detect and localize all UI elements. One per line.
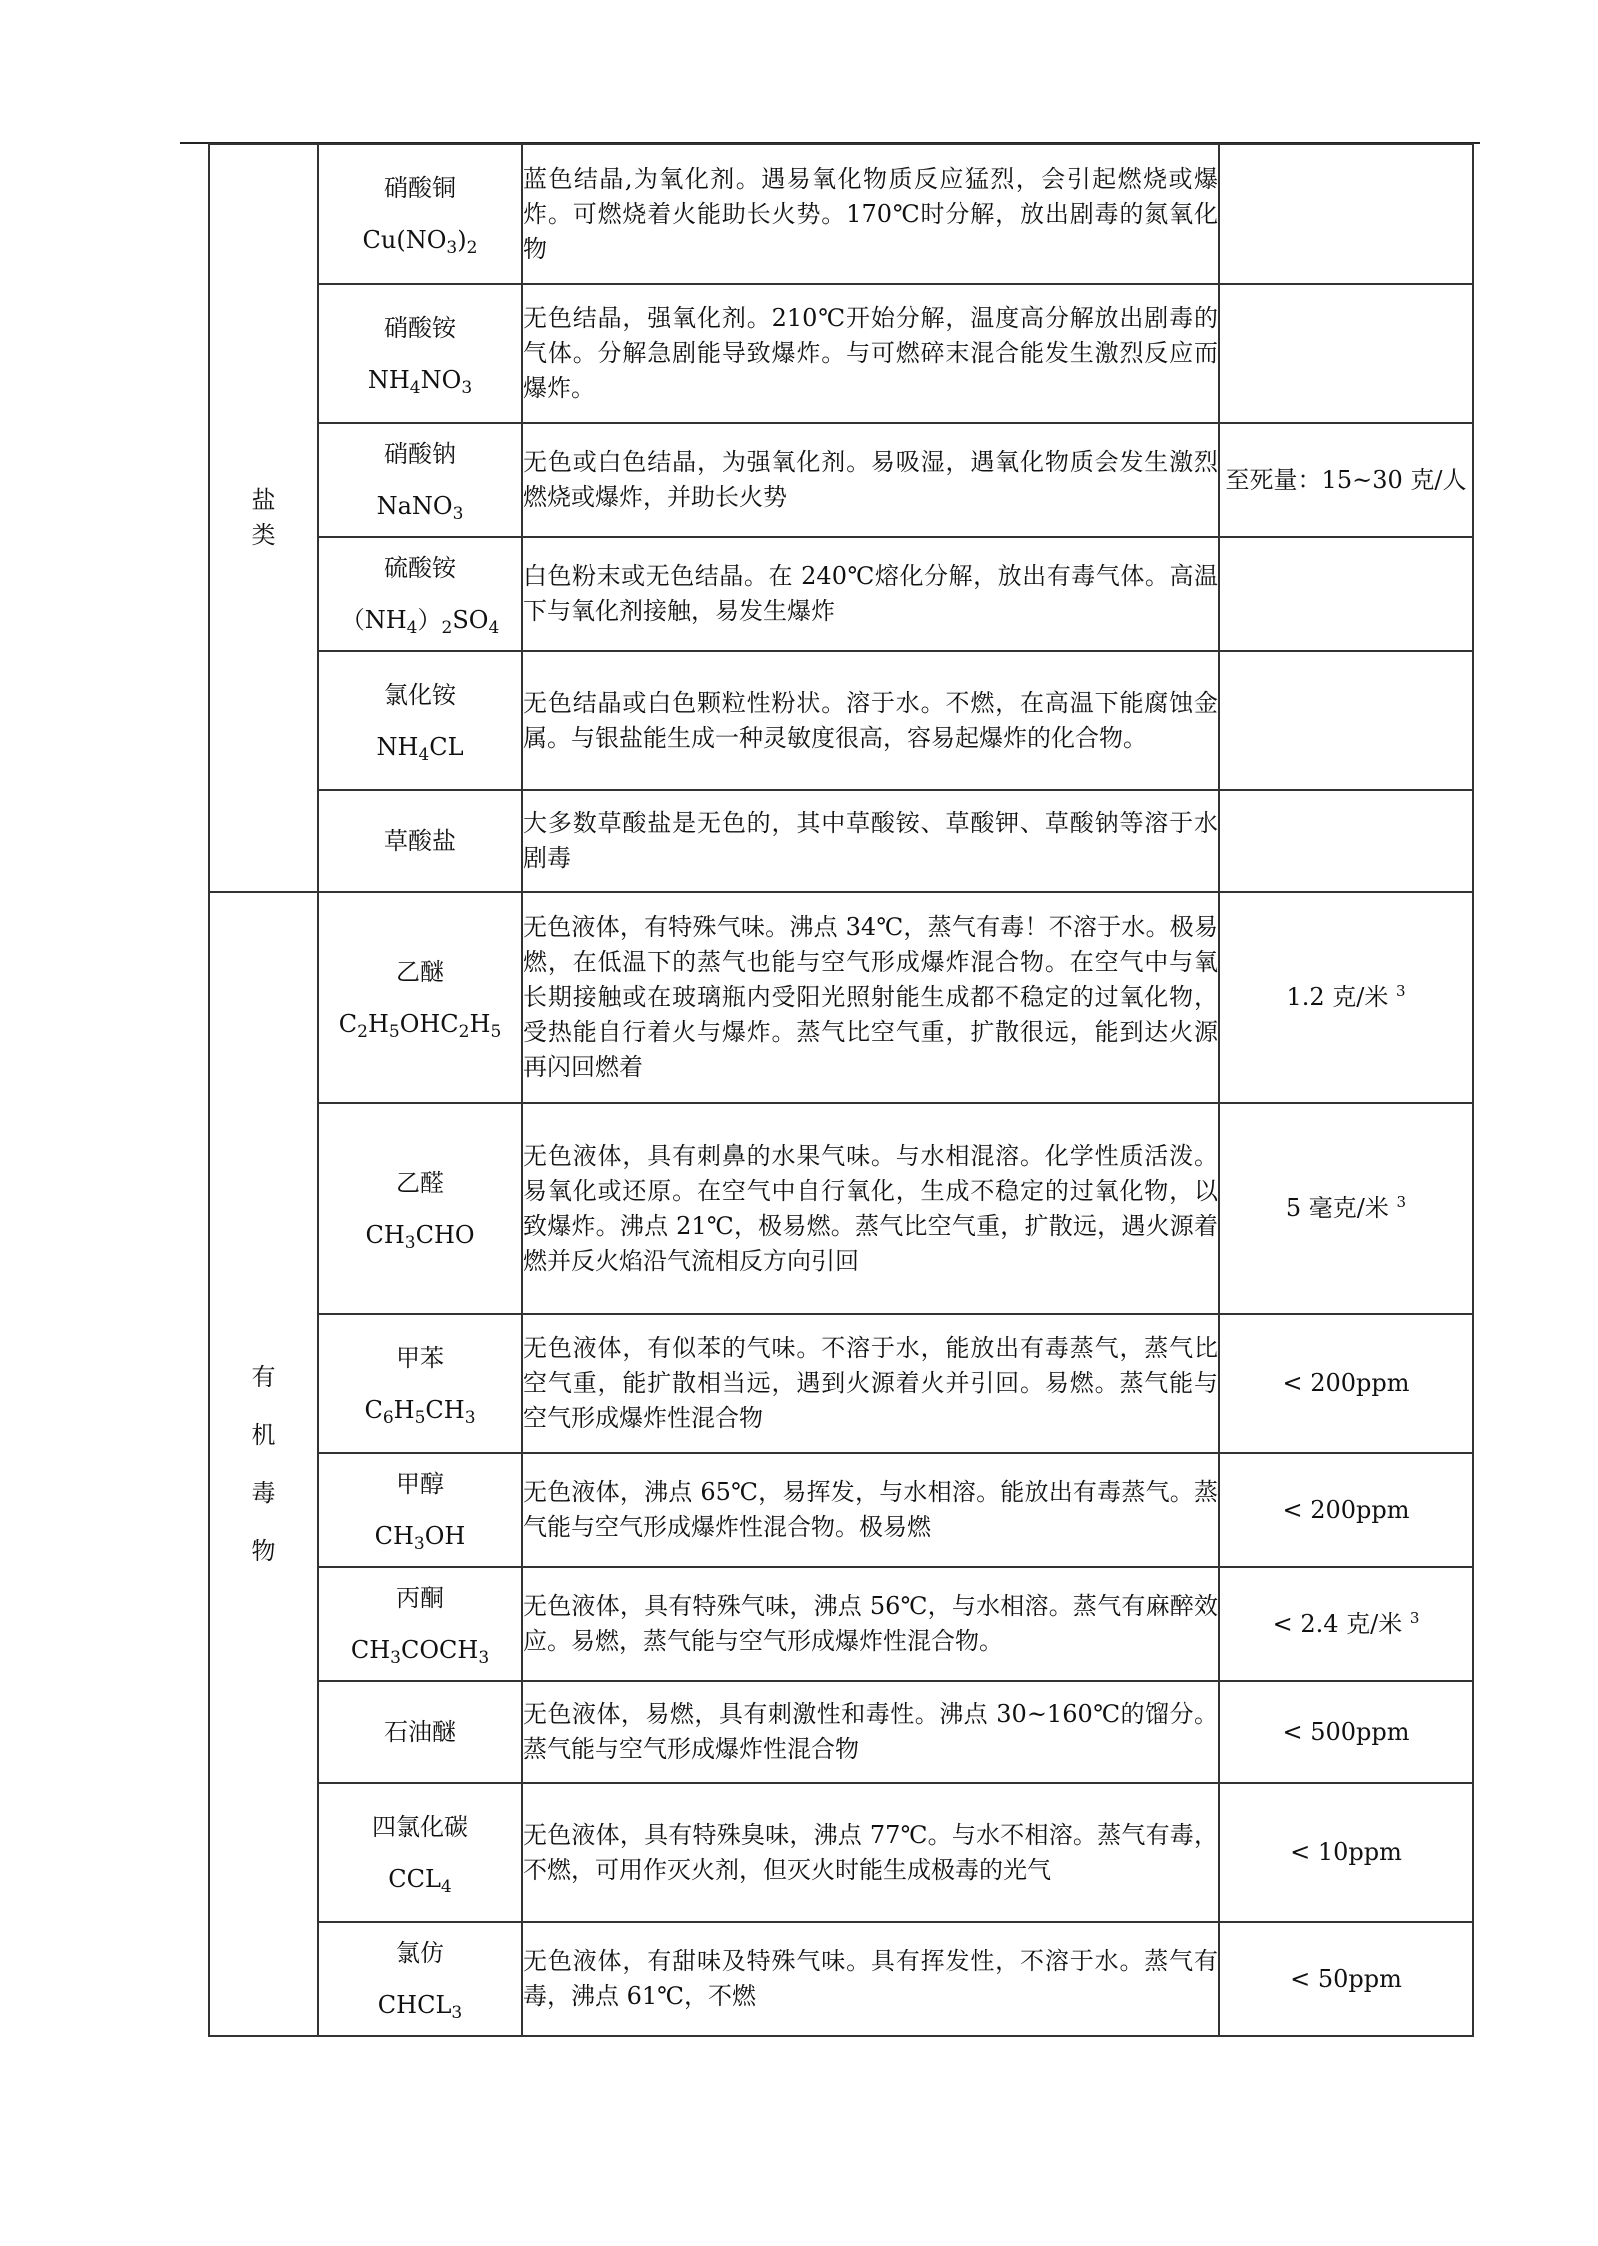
chemical-name-cell bbox=[318, 284, 522, 423]
toxicity-limit bbox=[1219, 1103, 1473, 1314]
chemical-formula bbox=[319, 480, 521, 532]
toxicity-limit: < 200ppm bbox=[1219, 1314, 1473, 1453]
chemical-formula bbox=[319, 1853, 521, 1905]
toxicity-limit: < 200ppm bbox=[1219, 1453, 1473, 1567]
subscript: 5 bbox=[414, 1407, 426, 1428]
text-run: 1.2 克/米 bbox=[1286, 983, 1396, 1011]
table-row bbox=[209, 1922, 1473, 2036]
category-cell-organic bbox=[209, 892, 318, 2036]
chemical-name: 氯化铵 bbox=[384, 680, 456, 709]
table-row bbox=[209, 790, 1473, 892]
subscript: 5 bbox=[490, 1021, 502, 1042]
toxicity-limit bbox=[1219, 284, 1473, 423]
subscript: 3 bbox=[451, 2003, 463, 2023]
property-description: 无色液体，有特殊气味。沸点 34℃，蒸气有毒！不溶于水。极易燃，在低温下的蒸气也能与空气形成爆炸混合物。在空气中与氧长期接触或在玻璃瓶内受阳光照射能生成都不稳定的过氧化物，受热能自行着火与爆炸。蒸气比空气重，扩散很远，能到达火源再闪回燃着 bbox=[522, 892, 1219, 1103]
property-description: 无色液体，有甜味及特殊气味。具有挥发性，不溶于水。蒸气有毒，沸点 61℃，不燃 bbox=[522, 1922, 1219, 2036]
subscript: 3 bbox=[446, 238, 458, 258]
toxicity-limit: < 500ppm bbox=[1219, 1681, 1473, 1783]
table-row bbox=[209, 651, 1473, 790]
text-run: ） bbox=[417, 606, 442, 634]
text-run: （NH bbox=[340, 606, 407, 634]
category-char: 机 bbox=[251, 1421, 276, 1449]
text-run: CHO bbox=[415, 1220, 475, 1249]
text-run: CCL bbox=[388, 1864, 441, 1893]
toxicity-limit bbox=[1219, 144, 1473, 284]
category-char: 盐 bbox=[251, 486, 276, 514]
chemical-formula bbox=[319, 721, 521, 773]
property-description: 无色液体，沸点 65℃，易挥发，与水相溶。能放出有毒蒸气。蒸气能与空气形成爆炸性混合物。极易燃 bbox=[522, 1453, 1219, 1567]
subscript: 4 bbox=[418, 744, 430, 765]
chemical-name: 乙醛 bbox=[396, 1168, 444, 1197]
chemical-name: 硝酸铵 bbox=[384, 313, 456, 342]
toxicity-limit bbox=[1219, 1567, 1473, 1681]
text-run: H bbox=[469, 1009, 491, 1038]
chemical-formula bbox=[319, 1979, 521, 2031]
table-row bbox=[209, 1567, 1473, 1681]
text-run: C bbox=[364, 1395, 383, 1424]
subscript: 3 bbox=[464, 1407, 476, 1428]
text-run: H bbox=[393, 1395, 415, 1424]
text-run: OH bbox=[424, 1522, 466, 1550]
chemical-name: 四氯化碳 bbox=[372, 1812, 468, 1841]
text-run: C bbox=[338, 1009, 358, 1038]
subscript: 4 bbox=[406, 618, 418, 638]
toxicity-limit bbox=[1219, 651, 1473, 790]
chemical-formula bbox=[319, 594, 521, 646]
table-row bbox=[209, 144, 1473, 284]
subscript: 6 bbox=[382, 1407, 394, 1428]
text-run: CH bbox=[374, 1522, 414, 1550]
subscript: 3 bbox=[404, 1232, 416, 1253]
property-description: 无色液体，具有刺鼻的水果气味。与水相混溶。化学性质活泼。易氧化或还原。在空气中自行氧化，生成不稳定的过氧化物，以致爆炸。沸点 21℃，极易燃。蒸气比空气重，扩散远，遇火源着燃并反火焰沿气流相反方向引回 bbox=[522, 1103, 1219, 1314]
property-description: 无色液体，有似苯的气味。不溶于水，能放出有毒蒸气，蒸气比空气重，能扩散相当远，遇到火源着火并引回。易燃。蒸气能与空气形成爆炸性混合物 bbox=[522, 1314, 1219, 1453]
subscript: 4 bbox=[440, 1876, 452, 1897]
text-run: 5 毫克/米 bbox=[1285, 1194, 1397, 1222]
subscript: 5 bbox=[388, 1021, 400, 1042]
toxicity-limit: < 50ppm bbox=[1219, 1922, 1473, 2036]
category-char: 类 bbox=[251, 521, 276, 549]
property-description: 大多数草酸盐是无色的，其中草酸铵、草酸钾、草酸钠等溶于水剧毒 bbox=[522, 790, 1219, 892]
property-description: 无色液体，具有特殊臭味，沸点 77℃。与水不相溶。蒸气有毒，不燃，可用作灭火剂，但灭火时能生成极毒的光气 bbox=[522, 1783, 1219, 1922]
table-row bbox=[209, 1103, 1473, 1314]
chemical-name: 乙醚 bbox=[396, 957, 444, 986]
chemical-name-cell bbox=[318, 1922, 522, 2036]
subscript: 4 bbox=[488, 618, 500, 638]
subscript: 3 bbox=[390, 1648, 401, 1668]
superscript: 3 bbox=[1409, 1608, 1420, 1627]
subscript: 2 bbox=[466, 238, 478, 258]
chemical-formula bbox=[319, 1384, 521, 1436]
property-description: 蓝色结晶,为氧化剂。遇易氧化物质反应猛烈，会引起燃烧或爆炸。可燃烧着火能助长火势。170℃时分解，放出剧毒的氮氧化物 bbox=[522, 144, 1219, 284]
subscript: 2 bbox=[458, 1021, 470, 1042]
category-label bbox=[252, 1348, 276, 1580]
subscript: 2 bbox=[357, 1021, 368, 1042]
chemical-name-cell bbox=[318, 1453, 522, 1567]
chemical-name: 硝酸钠 bbox=[384, 440, 456, 468]
property-description: 白色粉末或无色结晶。在 240℃熔化分解，放出有毒气体。高温下与氧化剂接触，易发生爆炸 bbox=[522, 537, 1219, 651]
chemical-name-cell bbox=[318, 651, 522, 790]
toxicity-limit: 至死量：15~30 克/人 bbox=[1219, 423, 1473, 537]
subscript: 3 bbox=[413, 1534, 425, 1554]
subscript: 3 bbox=[452, 504, 464, 524]
subscript: 2 bbox=[441, 618, 453, 638]
chemical-name-cell bbox=[318, 790, 522, 892]
text-run: NH bbox=[376, 732, 419, 761]
text-run: SO bbox=[452, 606, 489, 634]
chemical-hazard-table bbox=[208, 143, 1474, 2037]
chemical-name: 甲苯 bbox=[396, 1343, 444, 1372]
table-row bbox=[209, 284, 1473, 423]
text-run: COCH bbox=[400, 1636, 479, 1664]
chemical-name-cell bbox=[318, 892, 522, 1103]
table-row bbox=[209, 1783, 1473, 1922]
text-run: CH bbox=[350, 1636, 391, 1664]
toxicity-limit: < 10ppm bbox=[1219, 1783, 1473, 1922]
chemical-formula bbox=[319, 214, 521, 266]
superscript: 3 bbox=[1395, 982, 1406, 1000]
text-run: NO bbox=[420, 365, 462, 394]
chemical-formula bbox=[319, 998, 521, 1050]
text-run: CH bbox=[365, 1220, 405, 1249]
chemical-name: 石油醚 bbox=[384, 1718, 456, 1746]
chemical-name-cell bbox=[318, 1681, 522, 1783]
chemical-name-cell bbox=[318, 1567, 522, 1681]
text-run: CL bbox=[429, 732, 464, 761]
toxicity-limit bbox=[1219, 892, 1473, 1103]
text-run: OHC bbox=[399, 1009, 459, 1038]
table-row bbox=[209, 1681, 1473, 1783]
text-run: CH bbox=[425, 1395, 465, 1424]
property-description: 无色结晶或白色颗粒性粉状。溶于水。不燃，在高温下能腐蚀金属。与银盐能生成一种灵敏度很高，容易起爆炸的化合物。 bbox=[522, 651, 1219, 790]
chemical-name-cell bbox=[318, 1783, 522, 1922]
chemical-name: 硝酸铜 bbox=[384, 174, 456, 202]
chemical-name-cell bbox=[318, 144, 522, 284]
subscript: 3 bbox=[461, 377, 473, 398]
subscript: 3 bbox=[478, 1648, 490, 1668]
category-char: 有 bbox=[251, 1363, 276, 1391]
category-char: 毒 bbox=[251, 1479, 276, 1507]
chemical-formula bbox=[319, 1209, 521, 1261]
table-row bbox=[209, 1453, 1473, 1567]
subscript: 4 bbox=[409, 377, 421, 398]
chemical-name: 氯仿 bbox=[396, 1939, 444, 1967]
table-row bbox=[209, 892, 1473, 1103]
chemical-name-cell bbox=[318, 423, 522, 537]
text-run: NH bbox=[367, 365, 410, 394]
chemical-name: 草酸盐 bbox=[384, 827, 456, 855]
chemical-name: 硫酸铵 bbox=[384, 554, 456, 582]
chemical-formula bbox=[319, 1624, 521, 1676]
category-label bbox=[210, 483, 317, 553]
superscript: 3 bbox=[1396, 1193, 1407, 1211]
toxicity-limit bbox=[1219, 790, 1473, 892]
chemical-name-cell bbox=[318, 1103, 522, 1314]
property-description: 无色液体，具有特殊气味，沸点 56℃，与水相溶。蒸气有麻醉效应。易燃，蒸气能与空气形成爆炸性混合物。 bbox=[522, 1567, 1219, 1681]
chemical-formula bbox=[319, 1510, 521, 1562]
property-description: 无色或白色结晶，为强氧化剂。易吸湿，遇氧化物质会发生激烈燃烧或爆炸，并助长火势 bbox=[522, 423, 1219, 537]
property-description: 无色结晶，强氧化剂。210℃开始分解，温度高分解放出剧毒的气体。分解急剧能导致爆炸。与可燃碎末混合能发生激烈反应而爆炸。 bbox=[522, 284, 1219, 423]
text-run: H bbox=[367, 1009, 389, 1038]
chemical-name: 甲醇 bbox=[396, 1470, 444, 1498]
category-char: 物 bbox=[251, 1537, 276, 1565]
text-run: Cu(NO bbox=[362, 226, 447, 254]
chemical-name-cell bbox=[318, 1314, 522, 1453]
category-cell-salts bbox=[209, 144, 318, 892]
chemical-name: 丙酮 bbox=[396, 1584, 444, 1612]
text-run: < 2.4 克/米 bbox=[1272, 1609, 1410, 1638]
chemical-name-cell bbox=[318, 537, 522, 651]
toxicity-limit bbox=[1219, 537, 1473, 651]
property-description: 无色液体，易燃，具有刺激性和毒性。沸点 30~160℃的馏分。蒸气能与空气形成爆炸性混合物 bbox=[522, 1681, 1219, 1783]
text-run: NaNO bbox=[376, 492, 453, 520]
table-row bbox=[209, 1314, 1473, 1453]
table-body bbox=[209, 144, 1473, 2036]
table-row bbox=[209, 537, 1473, 651]
text-run: ) bbox=[457, 226, 467, 254]
text-run: CHCL bbox=[377, 1991, 452, 2019]
table-row bbox=[209, 423, 1473, 537]
chemical-formula bbox=[319, 354, 521, 406]
